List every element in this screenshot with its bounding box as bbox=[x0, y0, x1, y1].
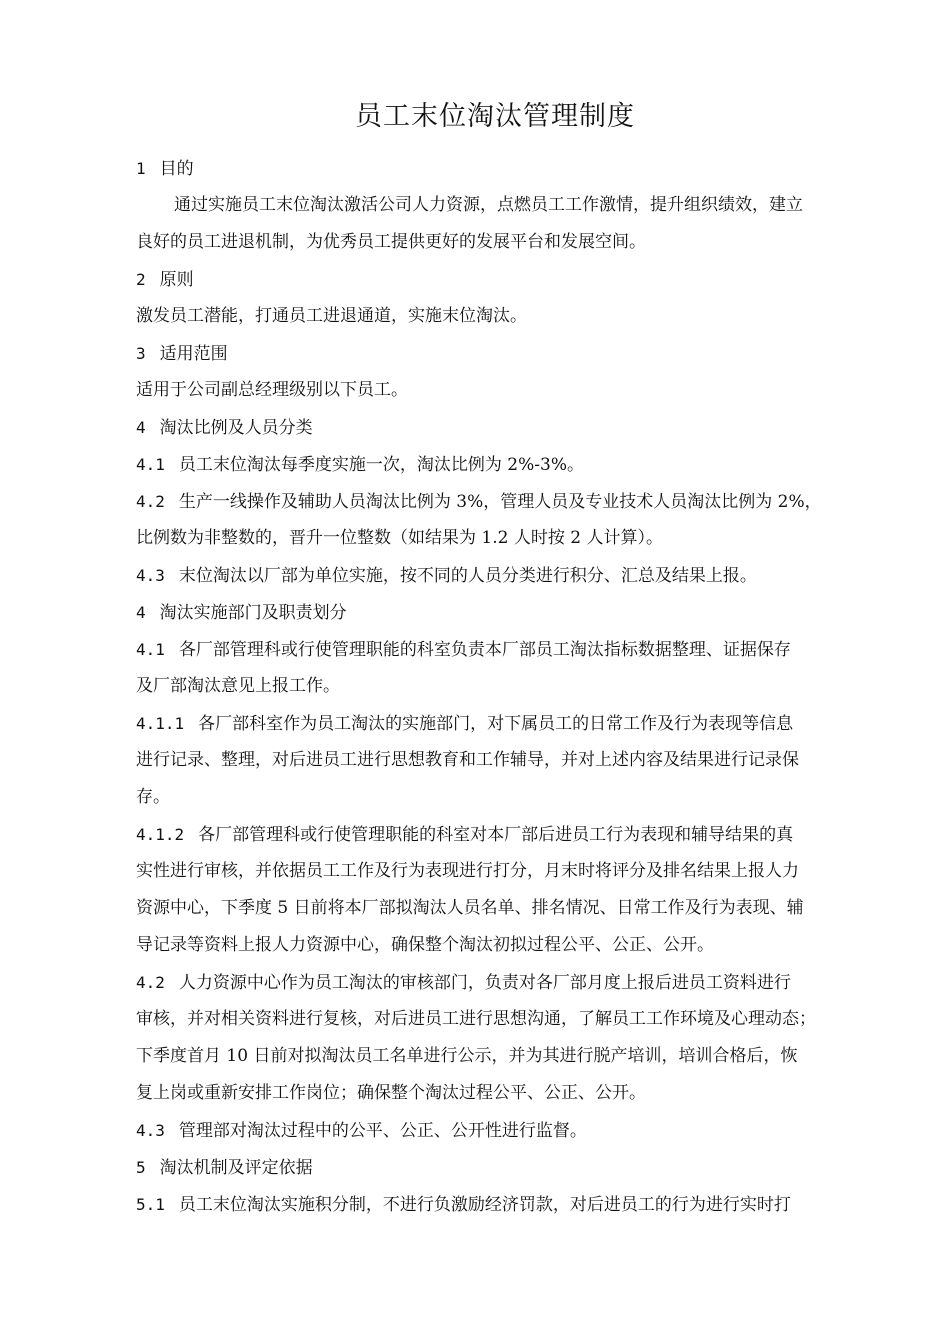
section-heading-line bbox=[136, 964, 886, 1001]
paragraph-line bbox=[136, 520, 886, 557]
line-text: 激发员工潜能，打通员工进退通道，实施末位淘汰。 bbox=[136, 306, 527, 326]
line-text: 适用于公司副总经理级别以下员工。 bbox=[136, 380, 408, 400]
line-text: 各厂部科室作为员工淘汰的实施部门，对下属员工的日常工作及行为表现等信息 bbox=[198, 714, 794, 734]
document-title: 员工末位淘汰管理制度 bbox=[355, 101, 635, 132]
section-number: 1 bbox=[136, 159, 146, 178]
section-heading-line bbox=[136, 816, 886, 853]
document-body bbox=[136, 150, 886, 1223]
section-number: 4.3 bbox=[136, 566, 165, 585]
section-number: 5 bbox=[136, 1158, 146, 1177]
section-number: 4.1.1 bbox=[136, 714, 185, 733]
paragraph-line bbox=[136, 742, 886, 779]
paragraph-line bbox=[136, 372, 886, 409]
paragraph-line bbox=[136, 927, 886, 964]
section-heading-line bbox=[136, 483, 886, 520]
line-text: 存。 bbox=[136, 787, 170, 807]
section-heading-line bbox=[136, 446, 886, 483]
section-number: 4.2 bbox=[136, 492, 165, 511]
line-text: 生产一线操作及辅助人员淘汰比例为 3%，管理人员及专业技术人员淘汰比例为 2%， bbox=[178, 492, 822, 512]
paragraph-line bbox=[136, 853, 886, 890]
line-text: 资源中心，下季度 5 日前将本厂部拟淘汰人员名单、排名情况、日常工作及行为表现、辅 bbox=[136, 898, 804, 918]
paragraph-line bbox=[136, 298, 886, 335]
section-heading-line bbox=[136, 409, 886, 446]
line-text: 员工末位淘汰实施积分制，不进行负激励经济罚款，对后进员工的行为进行实时打 bbox=[178, 1195, 791, 1215]
line-text: 员工末位淘汰每季度实施一次，淘汰比例为 2%-3%。 bbox=[178, 455, 584, 475]
paragraph-line bbox=[136, 890, 886, 927]
line-text: 实性进行审核，并依据员工工作及行为表现进行打分，月末时将评分及排名结果上报人力 bbox=[136, 861, 799, 881]
section-number: 4.1 bbox=[136, 640, 165, 659]
line-text: 目的 bbox=[159, 159, 194, 179]
section-heading-line bbox=[136, 261, 886, 298]
section-heading-line bbox=[136, 705, 886, 742]
section-heading-line bbox=[136, 1186, 886, 1223]
line-text: 复上岗或重新安排工作岗位；确保整个淘汰过程公平、公正、公开。 bbox=[136, 1083, 646, 1103]
line-text: 及厂部淘汰意见上报工作。 bbox=[136, 676, 340, 696]
line-text: 导记录等资料上报人力资源中心，确保整个淘汰初拟过程公平、公正、公开。 bbox=[136, 935, 714, 955]
paragraph-line bbox=[136, 1038, 886, 1075]
line-text: 各厂部管理科或行使管理职能的科室负责本厂部员工淘汰指标数据整理、证据保存 bbox=[178, 640, 791, 660]
paragraph-line bbox=[136, 187, 886, 224]
paragraph-line bbox=[136, 779, 886, 816]
paragraph-line bbox=[136, 668, 886, 705]
line-text: 比例数为非整数的，晋升一位整数（如结果为 1.2 人时按 2 人计算）。 bbox=[136, 528, 663, 548]
line-text: 各厂部管理科或行使管理职能的科室对本厂部后进员工行为表现和辅导结果的真 bbox=[198, 825, 794, 845]
section-heading-line bbox=[136, 150, 886, 187]
line-text: 管理部对淘汰过程中的公平、公正、公开性进行监督。 bbox=[178, 1121, 587, 1141]
section-number: 4.1.2 bbox=[136, 825, 185, 844]
section-number: 4 bbox=[136, 418, 146, 437]
section-number: 3 bbox=[136, 344, 146, 363]
section-number: 4.2 bbox=[136, 973, 165, 992]
section-number: 2 bbox=[136, 270, 146, 289]
line-text: 适用范围 bbox=[159, 344, 228, 364]
section-number: 4.3 bbox=[136, 1121, 165, 1140]
line-text: 人力资源中心作为员工淘汰的审核部门，负责对各厂部月度上报后进员工资料进行 bbox=[178, 973, 791, 993]
section-heading-line bbox=[136, 631, 886, 668]
line-text: 原则 bbox=[159, 270, 194, 290]
section-heading-line bbox=[136, 594, 886, 631]
section-heading-line bbox=[136, 557, 886, 594]
paragraph-line bbox=[136, 224, 886, 261]
section-number: 4.1 bbox=[136, 455, 165, 474]
line-text: 进行记录、整理，对后进员工进行思想教育和工作辅导，并对上述内容及结果进行记录保 bbox=[136, 750, 799, 770]
section-heading-line bbox=[136, 1112, 886, 1149]
line-text: 下季度首月 10 日前对拟淘汰员工名单进行公示，并为其进行脱产培训，培训合格后，恢 bbox=[136, 1046, 798, 1066]
section-heading-line bbox=[136, 1149, 886, 1186]
paragraph-line bbox=[136, 1001, 886, 1038]
line-text: 通过实施员工末位淘汰激活公司人力资源，点燃员工工作激情，提升组织绩效，建立 bbox=[174, 195, 803, 215]
line-text: 淘汰实施部门及职责划分 bbox=[159, 603, 347, 623]
paragraph-line bbox=[136, 1075, 886, 1112]
line-text: 审核，并对相关资料进行复核，对后进员工进行思想沟通，了解员工工作环境及心理动态； bbox=[136, 1009, 816, 1029]
line-text: 淘汰机制及评定依据 bbox=[159, 1158, 313, 1178]
line-text: 良好的员工进退机制，为优秀员工提供更好的发展平台和发展空间。 bbox=[136, 232, 646, 252]
section-heading-line bbox=[136, 335, 886, 372]
section-number: 4 bbox=[136, 603, 146, 622]
line-text: 淘汰比例及人员分类 bbox=[159, 418, 313, 438]
line-text: 末位淘汰以厂部为单位实施，按不同的人员分类进行积分、汇总及结果上报。 bbox=[178, 566, 757, 586]
section-number: 5.1 bbox=[136, 1195, 165, 1214]
